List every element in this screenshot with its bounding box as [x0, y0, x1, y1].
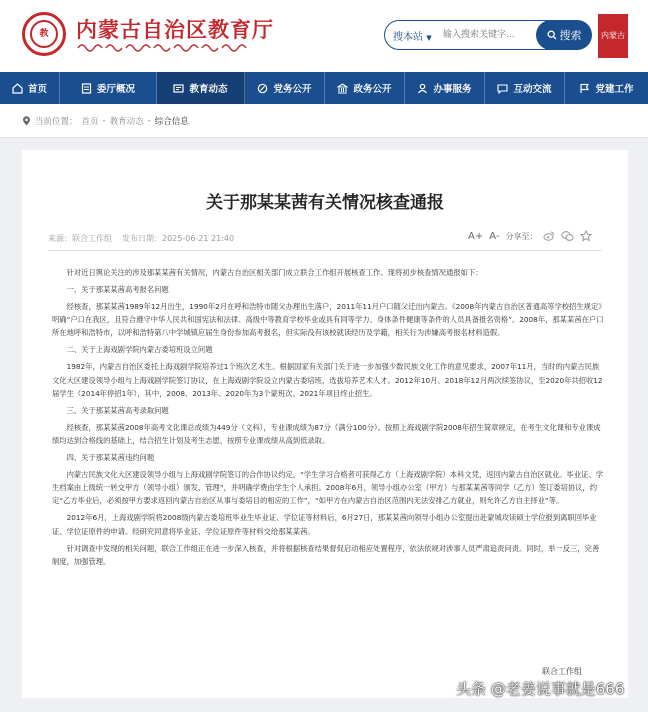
logo-emblem: 教	[30, 20, 58, 48]
nav-item-gov-affairs[interactable]	[325, 72, 405, 104]
nav-item-label: 政务公开	[353, 84, 392, 95]
article-section-heading: 二、关于上海戏剧学院内蒙古委培班设立问题	[66, 345, 213, 355]
nav-item-label: 互动交流	[513, 84, 552, 95]
service-icon	[417, 83, 428, 94]
nav-item-label: 办事服务	[433, 84, 472, 95]
article-body	[52, 266, 604, 572]
breadcrumb-bar	[0, 104, 648, 138]
gov-icon	[337, 83, 348, 94]
breadcrumb-separator: -	[102, 116, 106, 126]
home-icon	[12, 83, 23, 94]
article-card	[22, 150, 628, 698]
article-paragraph: 针对近日舆论关注的涉及那某某茜有关情况，内蒙古自治区相关部门成立联合工作组开展核查工作。现将初步核查情况通报如下：	[66, 268, 483, 277]
location-pin-icon	[22, 116, 31, 126]
search-button-label: 搜索	[559, 29, 582, 42]
flag-icon	[579, 83, 590, 94]
search-scope-label: 搜本站	[393, 32, 423, 43]
main-nav	[0, 72, 648, 104]
nav-item-label: 教育动态	[189, 84, 228, 95]
nav-item-label: 委厅概况	[96, 84, 135, 95]
nav-item-interaction[interactable]	[485, 72, 565, 104]
breadcrumb-education-news[interactable]: 教育动态	[109, 117, 144, 127]
article-paragraph: 内蒙古民族文化大区建设领导小组与上海戏剧学院签订的合作协议约定，“学生学习合格者可获得乙方（上海戏剧学院）本科文凭，返回内蒙古自治区就业。毕业证、学生档案由上级统一转交甲方（领导小组）颁发、管理”，并明确学费由学生个人承担。2008年6月，领导小组办公室（甲方）与那某某茜等同学（乙方）签订委培协议，约定“乙方毕业后，必须按甲方要求返回内蒙古自治区从事与委培目的相应的工作”，“如甲方在内蒙古自治区范围内无法安排乙方就业，则允许乙方自主择业”等。	[52, 470, 604, 506]
nav-item-label: 党建工作	[595, 84, 634, 95]
wechat-icon[interactable]	[561, 230, 574, 242]
article-paragraph: 1982年，内蒙古自治区委托上海戏剧学院培养过1个班次艺术生。根据国家有关部门关于进一步加强少数民族文化工作的意见要求，2007年11月，当时的内蒙古民族文化大区建设领导小组与上海戏剧学院签订协议，在上海戏剧学院设立内蒙古委培班，选拔培养艺术人才。2012年10月、2018年12月两次续签协议，至2020年共招收12届学生（2014年停招1年），其中，2008、2013年、2020年为3个蒙班次。2021年项目终止招生。	[52, 362, 603, 398]
meta-divider	[48, 250, 602, 251]
qzone-icon[interactable]	[580, 230, 592, 242]
search-scope-select[interactable]	[393, 28, 432, 43]
article-section-heading: 三、关于那某某茜高考录取问题	[66, 405, 169, 415]
article-signature: 联合工作组	[542, 667, 582, 676]
article-paragraph: 针对调查中发现的相关问题，联合工作组正在进一步深入核查，并将根据核查结果督促启动相应处置程序，依法依规对涉事人员严肃追责问责。同时，举一反三，完善制度，加强管理。	[52, 543, 600, 566]
party-icon	[257, 83, 268, 94]
search-button[interactable]	[536, 20, 592, 50]
search-icon	[547, 30, 557, 40]
breadcrumb-prefix: 当前位置：	[35, 117, 78, 127]
article-section-heading: 一、关于那某某茜高考报名问题	[66, 285, 169, 294]
side-seal: 内蒙古	[598, 14, 628, 58]
doc-icon	[81, 83, 92, 94]
article-paragraph: 2012年6月，上海戏剧学院将2008级内蒙古委培班毕业生毕业证、学位证等材料后，6月27日，那某某茜向领导小组办公室提出赴蒙城攻读硕士学位报到离职回毕业证、学位证原件的申请。经研究同意将毕业证、学位证原件等材料交给那某某茜。	[52, 513, 597, 536]
share-label: 分享至：	[505, 231, 538, 241]
font-increase-button[interactable]: A+	[468, 230, 484, 242]
nav-item-overview[interactable]	[60, 72, 157, 104]
article-source: 来源：联合工作组	[48, 234, 112, 243]
watermark: 头条 @老姜说事就是666	[456, 680, 625, 698]
mongolian-script-decoration	[76, 42, 248, 54]
breadcrumb-separator: -	[147, 116, 151, 126]
nav-item-party-affairs[interactable]	[245, 72, 325, 104]
weibo-icon[interactable]	[543, 230, 555, 242]
nav-item-party-building[interactable]	[565, 72, 648, 104]
nav-item-services[interactable]	[405, 72, 485, 104]
site-logo[interactable]	[22, 12, 66, 56]
site-header	[0, 0, 648, 72]
nav-item-label: 党务公开	[273, 84, 312, 95]
article-tools	[468, 230, 592, 242]
breadcrumb	[22, 115, 189, 127]
article-date: 发布日期：2025-06-21 21:40	[122, 234, 235, 243]
breadcrumb-home[interactable]: 首页	[81, 117, 99, 127]
chevron-down-icon: ▼	[426, 34, 432, 42]
site-title[interactable]: 内蒙古自治区教育厅	[76, 17, 274, 42]
search-input[interactable]	[443, 26, 539, 44]
nav-item-education-news[interactable]	[157, 72, 245, 104]
article-section-heading: 四、关于那某某茜违约问题	[66, 453, 155, 463]
article-meta	[48, 233, 234, 244]
breadcrumb-current[interactable]: 综合信息	[154, 117, 189, 127]
article-paragraph: 经核查，那某某茜1989年12月出生，1990年2月在呼和浩特市随父办理出生落户，2011年11月户口随父迁出内蒙古。《2008年内蒙古自治区普通高等学校招生规定》明确“户口在我区，且符合遵守中华人民共和国宪法和法律、高级中等教育学校毕业或具有同等学力、身体条件健康等条件的人员具备报名资格”。2008年，那某某茜在户口所在地呼和浩特市，以呼和浩特第八中学城镇应届生身份参加高考报名，但实际没有该校就读经历及学籍，相关行为涉嫌高考报名材料造假。	[52, 302, 604, 338]
nav-item-home[interactable]	[0, 72, 60, 104]
article-paragraph: 经核查，那某某茜2008年高考文化课总成绩为449分（文科），专业课成绩为87分（满分100分）。按照上海戏剧学院2008年招生简章规定，在考生文化课和专业课成绩均达到合格线的基础上，结合招生计划及考生志愿，按照专业课成绩从高到低录取。	[52, 422, 601, 446]
news-icon	[173, 83, 184, 94]
font-decrease-button[interactable]: A-	[489, 230, 500, 242]
nav-item-label: 首页	[27, 84, 47, 95]
article-title: 关于那某某茜有关情况核查通报	[206, 193, 444, 213]
chat-icon	[497, 83, 508, 94]
